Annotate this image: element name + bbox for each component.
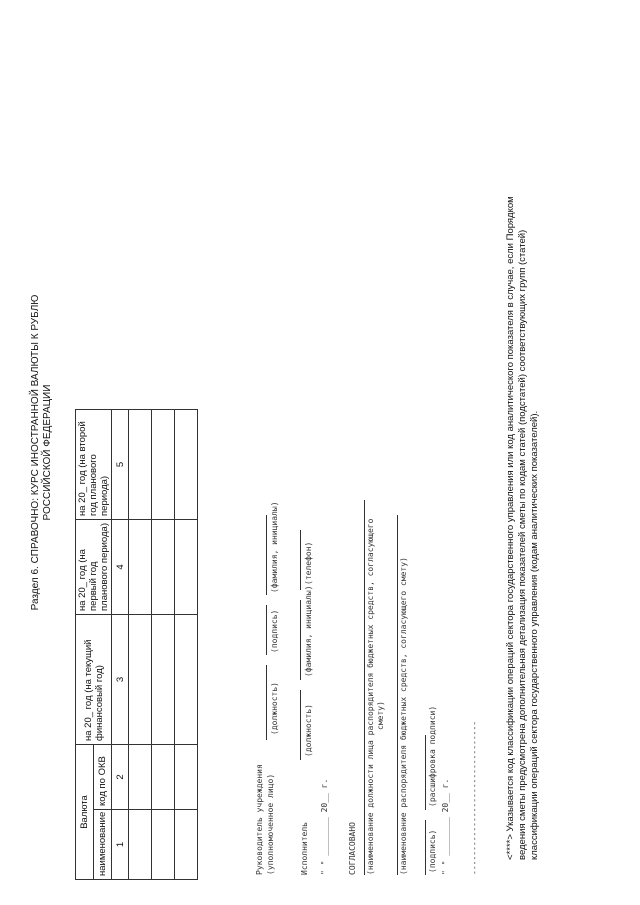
head-label: Руководитель учреждения [255, 764, 264, 875]
column-number-3: 3 [112, 614, 129, 744]
head-position-line [266, 665, 267, 740]
executor-position-line [300, 690, 301, 760]
executor-name-hint: (фамилия, инициалы) [304, 585, 313, 677]
footnote-line-3: классификации операций сектора государственного управления (кодам аналитических показателей). [529, 410, 540, 860]
agreed-decode-line [425, 735, 426, 810]
column-number-4: 4 [112, 519, 129, 614]
executor-date-line: " " ________ 20__ г. [320, 778, 329, 875]
header-okv-code: код по ОКВ [94, 744, 112, 809]
column-number-2: 2 [112, 744, 129, 809]
column-number-1: 1 [112, 810, 129, 880]
agreed-org-hint: (наименование распорядителя бюджетных средств, согласующего смету) [399, 557, 408, 875]
head-name-line [266, 515, 267, 595]
agreed-position-line [364, 500, 365, 875]
footnote-line-2: ведения сметы предусмотрена дополнительная детализация показателей сметы по кодам статей (подстатей) соответствующих групп (статей) [517, 229, 528, 860]
head-position-hint: (должность) [270, 682, 279, 735]
head-name-hint: (фамилия, инициалы) [270, 501, 279, 593]
header-second-plan-year: на 20_ год (на второй год планового периода) [76, 409, 112, 519]
agreed-signature-hint: (подпись) [428, 829, 437, 873]
table-row [129, 409, 152, 879]
agreed-org-line [397, 515, 398, 875]
table-row [175, 409, 198, 879]
agreed-position-hint-1: (наименование должности лица распорядителя бюджетных средств, согласующего [366, 518, 375, 875]
executor-position-hint: (должность) [304, 704, 313, 757]
header-current-year: на 20_ год (на текущий финансовый год) [76, 614, 112, 744]
agreed-position-hint-2: смету) [376, 701, 385, 730]
exchange-rate-table [75, 409, 198, 880]
section-title-line-2: РОССИЙСКОЙ ФЕДЕРАЦИИ [42, 384, 53, 521]
section-title [30, 0, 54, 905]
table-row [152, 409, 175, 879]
head-signature-line [266, 605, 267, 655]
agreed-date-line: " " ________ 20__ г. [441, 778, 450, 875]
section-title-line-1: Раздел 6. СПРАВОЧНО: КУРС ИНОСТРАННОЙ ВАЛЮТЫ К РУБЛЮ [30, 294, 41, 611]
footnote-line-1: <****> Указывается код классификации операций сектора государственного управления или код аналитического показателя в случае, если Порядком [505, 196, 516, 860]
head-signature-hint: (подпись) [270, 609, 279, 653]
head-sub-label: (уполномоченное лицо) [266, 773, 275, 875]
executor-phone-line [300, 530, 301, 590]
agreed-signature-line [425, 820, 426, 875]
executor-label: Исполнитель [300, 822, 309, 875]
agreed-label: СОГЛАСОВАНО [348, 822, 357, 875]
column-number-5: 5 [112, 409, 129, 519]
agreed-decode-hint: (расшифровка подписи) [428, 705, 437, 807]
footnote-separator: -------------------------------- [470, 720, 479, 875]
executor-name-line [300, 600, 301, 680]
footnote [505, 30, 541, 860]
header-name: наименование [94, 810, 112, 880]
header-first-plan-year: на 20_ год (на первый год планового периода) [76, 519, 112, 614]
executor-phone-hint: (телефон) [304, 541, 313, 585]
header-currency: Валюта [76, 744, 94, 879]
